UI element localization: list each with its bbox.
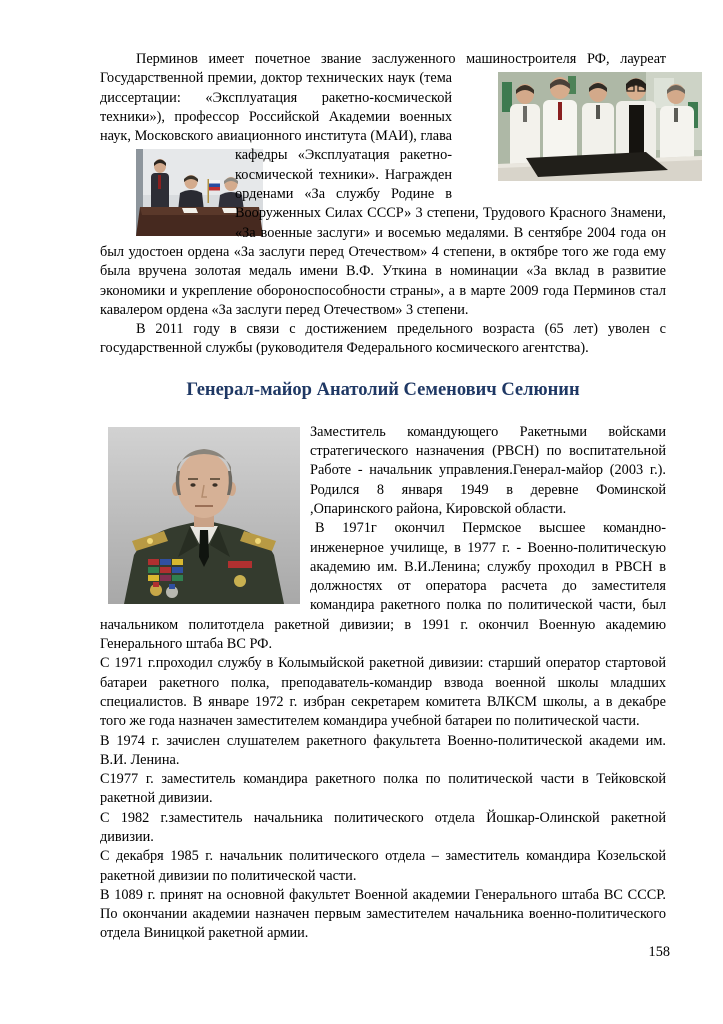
career-paragraph-1989: В 1089 г. принят на основной факультет Военной академии Генерального штаба ВС СССР. По окончании академии назначен первым заместителем начальника военно-политического отдела Виницкой ракетной армии. <box>100 886 666 942</box>
section-heading: Генерал-майор Анатолий Семенович Селюнин <box>186 379 580 400</box>
page-number: 158 <box>648 944 670 960</box>
career-paragraph-1985: С декабря 1985 г. начальник политического отдела – заместитель командира Козельской ракетной дивизии по политической части. <box>100 848 666 884</box>
career-paragraph-1971: С 1971 г.проходил службу в Колымыйской ракетной дивизии: старший оператор стартовой батареи ракетного полка, преподаватель-командир взвода военной школы младших специалистов. В январе 1972 г. избран секретарем комитета ВЛКСМ школы, а в декабре того же года назначен заместителем командира учебной батареи по политической части. <box>100 655 666 730</box>
photo-portrait-selyunin <box>108 427 300 604</box>
career-paragraph-1974: В 1974 г. зачислен слушателем ракетного факультета Военно-политической академи им. В.И. Ленина. <box>100 732 666 768</box>
photo-signing-ceremony <box>100 149 227 236</box>
selyunin-section <box>100 423 666 655</box>
perminov-retirement-paragraph: В 2011 году в связи с достижением предельного возраста (65 лет) уволен с государственной службы (руководителя Федерального космического агентства). <box>100 321 666 357</box>
selyunin-intro-paragraph: Заместитель командующего Ракетными войсками стратегического назначения (РВСН) по воспитательной Работе - начальник управления.Генерал-майор (2003 г.). Родился 8 января 1949 в деревне Фоминской ,Опаринского района, Кировской области. <box>310 423 666 517</box>
photo-portrait-image <box>108 427 300 604</box>
perminov-paragraph <box>100 50 666 320</box>
career-paragraph-1982: С 1982 г.заместитель начальника политического отдела Йошкар-Олинской ракетной дивизии. <box>100 809 666 845</box>
perminov-text-1: Перминов имеет почетное звание заслуженного машиностроителя РФ, <box>136 51 621 67</box>
selyunin-education-paragraph: В 1971г окончил Пермское высшее командно-инженерное училище, в 1977 г. - Военно-политическую академию им. В.И.Ленина; службу проходил в РВСН в должностях от оператора расчета до заместителя командира ракетного полка по политической части, был начальником политотдела ракетной дивизии; в 1991 г. окончил Военную академию Генерального штаба ВС РФ. <box>100 520 666 653</box>
photo-lab-visit <box>462 72 666 181</box>
perminov-text-3: космической техники». Награжден орденами «За службу Родине в Вооруженных Силах СССР» 3 степени, Трудового Красного Знамени, «За военные заслуги» и восемью медалями. В сентябре 2004 года он был удостоен ордена «За заслуги перед Отечеством» 4 степени, в октябре того же года ему была вручена золотая медаль имени В.Ф. Уткина в номинации «За вклад в развитие экономики и укрепление обороноспособности страны», а в марте 2009 года Перминов стал кавалером ордена «За заслуги перед Отечеством» 3 степени. <box>100 166 666 318</box>
perminov-text-2: лауреат Государственной премии, доктор технических наук (тема диссертации: «Эксплуатация ракетно-космической техники»), профессор Российской Академии военных наук, Московского авиационного института (МАИ), глава кафедры «Эксплуатация ракетно- <box>100 51 666 164</box>
perminov-section <box>100 50 666 359</box>
selyunin-career-section <box>100 654 666 943</box>
photo-lab-visit-image <box>498 72 702 181</box>
career-paragraph-1977: С1977 г. заместитель командира ракетного полка по политической части в Тейковской ракетной дивизии. <box>100 771 666 807</box>
